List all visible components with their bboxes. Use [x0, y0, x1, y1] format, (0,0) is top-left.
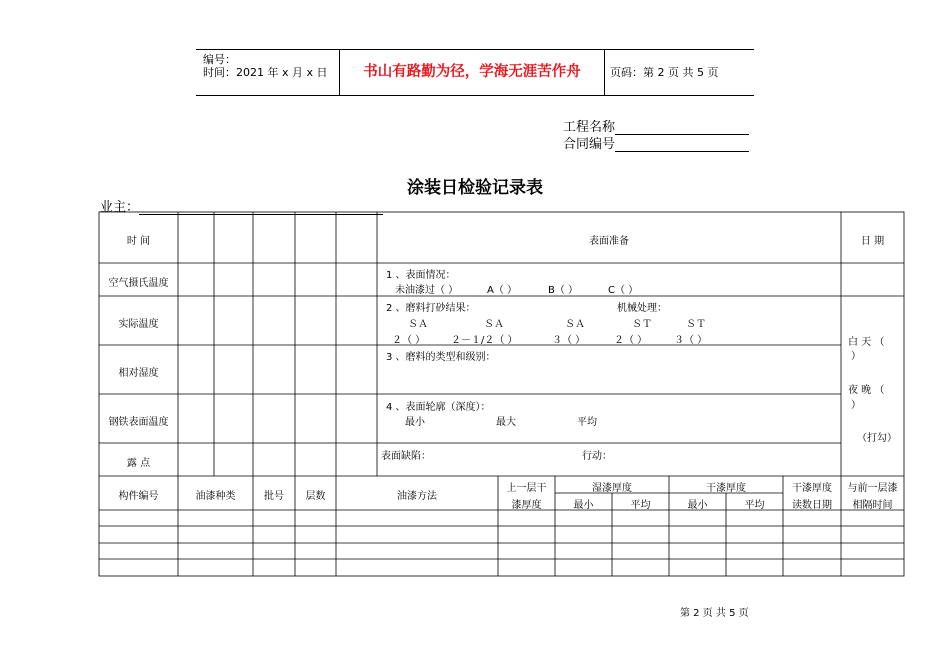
col-interval-line2: 相隔时间 — [852, 500, 893, 511]
doc-time-label: 时间：2021 年 x 月 x 日 — [203, 66, 328, 79]
form-title: 涂装日检验记录表 — [407, 178, 543, 198]
col-wet-avg: 平均 — [630, 500, 651, 511]
surface-action-label: 行动： — [582, 451, 612, 462]
profile-avg-label: 平均 — [577, 417, 597, 428]
blast-code-1: ＳＡ — [408, 319, 428, 330]
header-page-label: 页码：第 2 页 共 5 页 — [610, 66, 719, 79]
col-batch: 批号 — [264, 491, 284, 502]
profile-max-label: 最大 — [496, 417, 516, 428]
header-motto: 书山有路勤为径，学海无涯苦作舟 — [363, 64, 581, 80]
blast-grade-5: ３（ ） — [674, 335, 708, 346]
col-wet-thickness: 湿漆厚度 — [592, 483, 632, 494]
col-method: 油漆方法 — [397, 491, 437, 502]
date-header: 日 期 — [860, 236, 885, 247]
col-dry-date-line1: 干漆厚度 — [792, 483, 832, 494]
surface-defects-label: 表面缺陷： — [381, 451, 431, 462]
col-dry-avg: 平均 — [744, 500, 765, 511]
blast-code-5: ＳＴ — [686, 319, 706, 330]
blast-grade-3: ３（ ） — [552, 335, 586, 346]
col-member-no: 构件编号 — [118, 491, 159, 502]
blast-code-4: ＳＴ — [632, 319, 652, 330]
blast-grade-2: ２－１/２（ ） — [451, 335, 518, 346]
date-daytime-label: 白 天 （ — [848, 337, 885, 348]
date-night-close: ） — [851, 400, 861, 411]
doc-number-label: 编号： — [203, 53, 236, 66]
surface-item4-title: 4 、表面轮廓（深度）： — [386, 402, 491, 413]
date-tick-note: （打勾） — [857, 433, 897, 444]
surface-item3-title: 3 、磨料的类型和级别： — [386, 352, 496, 363]
surface-item2-mechanical: 机械处理： — [617, 303, 667, 314]
owner-label: 业主： — [100, 200, 140, 215]
blast-grade-4: ２（ ） — [614, 335, 648, 346]
blast-code-2: ＳＡ — [484, 319, 504, 330]
surface-item2-title: 2 、磨料打砂结果： — [386, 303, 476, 314]
col-dry-date-line2: 读数日期 — [792, 500, 832, 511]
row-label-humidity: 相对湿度 — [118, 368, 159, 379]
date-daytime-close: ） — [851, 351, 861, 362]
col-prev-dry-line2: 漆厚度 — [511, 500, 542, 511]
blast-code-3: ＳＡ — [565, 319, 585, 330]
date-night-label: 夜 晚 （ — [848, 385, 885, 396]
col-layers: 层数 — [305, 491, 326, 502]
profile-min-label: 最小 — [405, 417, 425, 428]
surface-prep-header: 表面准备 — [589, 236, 629, 247]
col-prev-dry-line1: 上一层干 — [506, 483, 547, 494]
col-interval-line1: 与前一层漆 — [847, 483, 898, 494]
col-dry-min: 最小 — [687, 500, 708, 511]
contract-number-label: 合同编号 — [563, 137, 616, 152]
row-label-air-temp: 空气摄氏温度 — [108, 278, 169, 289]
surface-option-unpainted: 未油漆过（ ） — [395, 285, 459, 296]
row-label-dew-point: 露 点 — [126, 458, 151, 469]
row-label-actual-temp: 实际温度 — [118, 319, 159, 330]
col-paint-type: 油漆种类 — [195, 491, 236, 502]
project-name-label: 工程名称 — [563, 120, 616, 135]
page-footer: 第 2 页 共 5 页 — [680, 608, 749, 619]
surface-option-b: B（ ） — [548, 285, 579, 296]
surface-option-c: C（ ） — [608, 285, 639, 296]
row-label-time: 时 间 — [126, 236, 151, 247]
surface-item1-title: 1 、表面情况： — [386, 270, 456, 281]
col-dry-thickness: 干漆厚度 — [706, 483, 746, 494]
surface-option-a: A（ ） — [487, 285, 518, 296]
blast-grade-1: ２（ ） — [392, 335, 426, 346]
row-label-steel-temp: 钢铁表面温度 — [108, 417, 169, 428]
col-wet-min: 最小 — [573, 500, 594, 511]
